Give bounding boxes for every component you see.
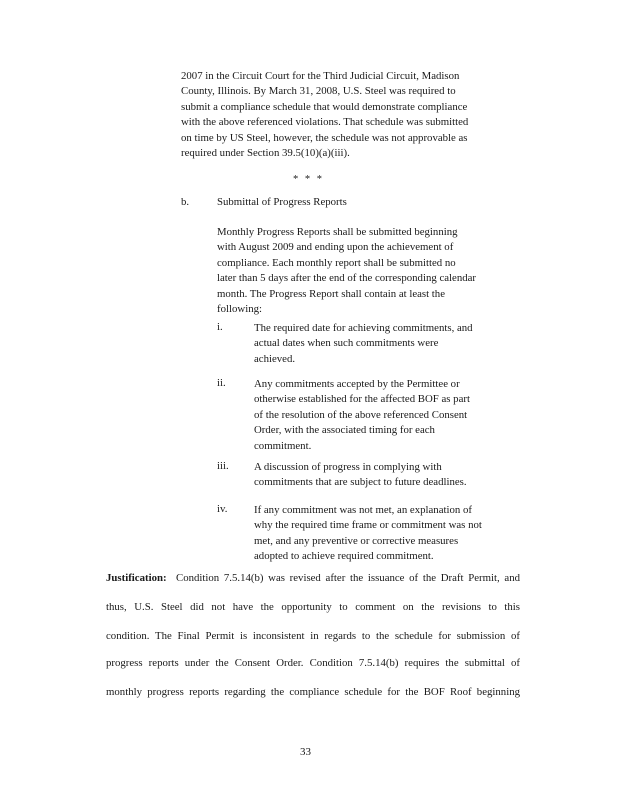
text-line: compliance. Each monthly report shall be submitted no <box>217 256 456 269</box>
justification-line <box>106 572 520 584</box>
text-line: condition. The Final Permit is inconsistent in regards to the schedule for submission of <box>106 630 520 642</box>
text-line: Monthly Progress Reports shall be submitted beginning <box>217 226 458 238</box>
text-line: 2007 in the Circuit Court for the Third Judicial Circuit, Madison <box>181 70 460 82</box>
text-line: later than 5 days after the end of the corresponding calendar <box>217 272 477 285</box>
justification-line <box>106 630 520 642</box>
text-line: achieved. <box>254 352 296 365</box>
page-number: 33 <box>300 746 311 758</box>
justification-label: Justification: <box>106 572 167 584</box>
section-separator: * * * <box>293 174 324 185</box>
text-line: Condition 7.5.14(b) was revised after the issuance of the Draft Permit, and <box>176 572 520 584</box>
text-line: required under Section 39.5(10)(a)(iii). <box>181 147 350 160</box>
reports-paragraph <box>217 225 476 317</box>
text-line: with August 2009 and ending upon the achievement of <box>217 241 454 254</box>
justification-line <box>106 686 520 698</box>
section-heading: Submittal of Progress Reports <box>217 196 347 208</box>
text-line: following: <box>217 303 262 316</box>
justification-line <box>106 601 520 613</box>
list-item-number: iii. <box>217 460 229 472</box>
text-line: thus, U.S. Steel did not have the opportunity to comment on the revisions to this <box>106 601 520 613</box>
list-item <box>254 377 470 454</box>
list-item <box>254 321 473 367</box>
text-line: with the above referenced violations. That schedule was submitted <box>181 116 469 129</box>
text-line: month. The Progress Report shall contain at least the <box>217 287 445 300</box>
text-line: County, Illinois. By March 31, 2008, U.S. Steel was required to <box>181 85 456 98</box>
text-line: on time by US Steel, however, the schedule was not approvable as <box>181 131 468 144</box>
text-line: monthly progress reports regarding the compliance schedule for the BOF Roof beginning <box>106 686 520 698</box>
section-label: b. <box>181 196 190 208</box>
text-line: If any commitment was not met, an explanation of <box>254 504 472 516</box>
justification-line <box>106 657 520 669</box>
text-line: adopted to achieve required commitment. <box>254 550 434 563</box>
text-line: commitment. <box>254 439 312 452</box>
list-item-number: i. <box>217 321 223 333</box>
list-item <box>254 460 467 491</box>
text-line: progress reports under the Consent Order. Condition 7.5.14(b) requires the submittal of <box>106 657 520 669</box>
text-line: met, and any preventive or corrective measures <box>254 534 459 547</box>
text-line: of the resolution of the above referenced Consent <box>254 408 468 421</box>
text-line: submit a compliance schedule that would demonstrate compliance <box>181 100 468 113</box>
list-item-number: ii. <box>217 377 226 389</box>
text-line: actual dates when such commitments were <box>254 337 439 350</box>
text-line: A discussion of progress in complying with <box>254 461 442 473</box>
text-line: Order, with the associated timing for each <box>254 424 435 437</box>
text-line: otherwise established for the affected BOF as part <box>254 393 470 406</box>
intro-paragraph <box>181 69 468 161</box>
text-line: commitments that are subject to future deadlines. <box>254 476 467 489</box>
list-item <box>254 503 482 565</box>
text-line: The required date for achieving commitments, and <box>254 322 473 334</box>
text-line: why the required time frame or commitment was not <box>254 519 482 532</box>
list-item-number: iv. <box>217 503 228 515</box>
text-line: Any commitments accepted by the Permittee or <box>254 378 460 390</box>
